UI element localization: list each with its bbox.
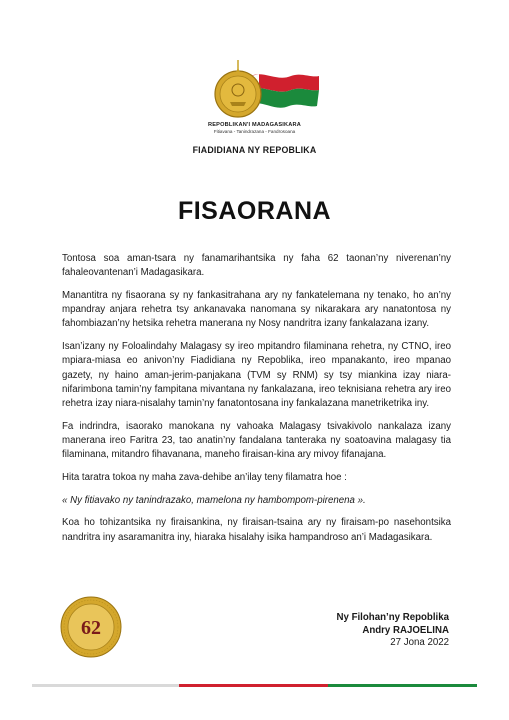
republic-name: REPOBLIKAN'I MADAGASIKARA	[207, 122, 302, 128]
national-motto: Fitiavana - Tanindrazana - Fandrosoana	[213, 129, 296, 134]
footer-bar-red	[179, 684, 328, 687]
national-emblem-logo	[211, 58, 331, 128]
footer-color-bar	[32, 684, 477, 687]
seal-number: 62	[81, 617, 101, 639]
signatory-name: Andry RAJOELINA	[362, 624, 449, 636]
footer-bar-gray	[32, 684, 179, 687]
document-title: FISAORANA	[177, 197, 332, 225]
paragraph: Fa indrindra, isaorako manokana ny vahoaka Malagasy tsivakivolo nankalaza izany manerana ireo Faritra 23, tao anatin’ny fandalana tanteraka ny soatoavina malagasy tia filaminana, mitandro fihavanana, maneho firaisan-kina ary mivoy fifanajana.	[62, 420, 451, 461]
closing-paragraph: Koa ho tohizantsika ny firaisankina, ny firaisan-tsaina ary ny firaisam-po nasehontsika nandritra iny asaramanitra iny, hiaraka hisalahy isika hampandroso an’i Madagasikara.	[62, 517, 451, 543]
signature-date: 27 Jona 2022	[390, 637, 449, 649]
footer-bar-green	[328, 684, 477, 687]
motto-quote: « Ny fitiavako ny tanindrazako, mamelona ny hambompom-pirenena ».	[62, 494, 366, 506]
office-heading: FIADIDIANA NY REPOBLIKA	[192, 145, 317, 155]
letter-body	[62, 252, 451, 553]
paragraph: Hita taratra tokoa ny maha zava-dehibe an’ilay teny filamatra hoe :	[62, 472, 347, 484]
paragraph: Manantitra ny fisaorana sy ny fankasitrahana ary ny fankatelemana ny tenako, ho an’ny mpandray anjara rehetra tsy ankanavaka nanomana sy nikarakara ary nanatontosa ny fahombiazan’ny hetsika rehetra manerana ny Nosy nandritra izany fankalazana izany.	[62, 289, 451, 330]
anniversary-seal-logo	[60, 596, 122, 658]
paragraph: Isan’izany ny Foloalindahy Malagasy sy ireo mpitandro filaminana rehetra, ny CTNO, ireo mpiara-miasa eo anivon’ny Fiadidiana ny Repoblika, ireo mpanakanto, ireo mpanao gazety, ny haino aman-jerim-panjakana (TVM sy RNM) sy tsy miankina izay niara-nifarimbona tamin’ny fampitana mivantana ny fankalazana, ireo teknisiana rehetra ary ireo rehetra izay niara-nisalahy tamin’ny fanatontosana iny fankalazana manetriketrika iny.	[62, 341, 451, 410]
paragraph: Tontosa soa aman-tsara ny fanamarihantsika ny faha 62 taonan’ny niverenan’ny fahaleovantenan’i Madagasikara.	[62, 253, 451, 279]
signature-block	[337, 612, 450, 650]
signatory-title: Ny Filohan’ny Repoblika	[336, 612, 449, 623]
